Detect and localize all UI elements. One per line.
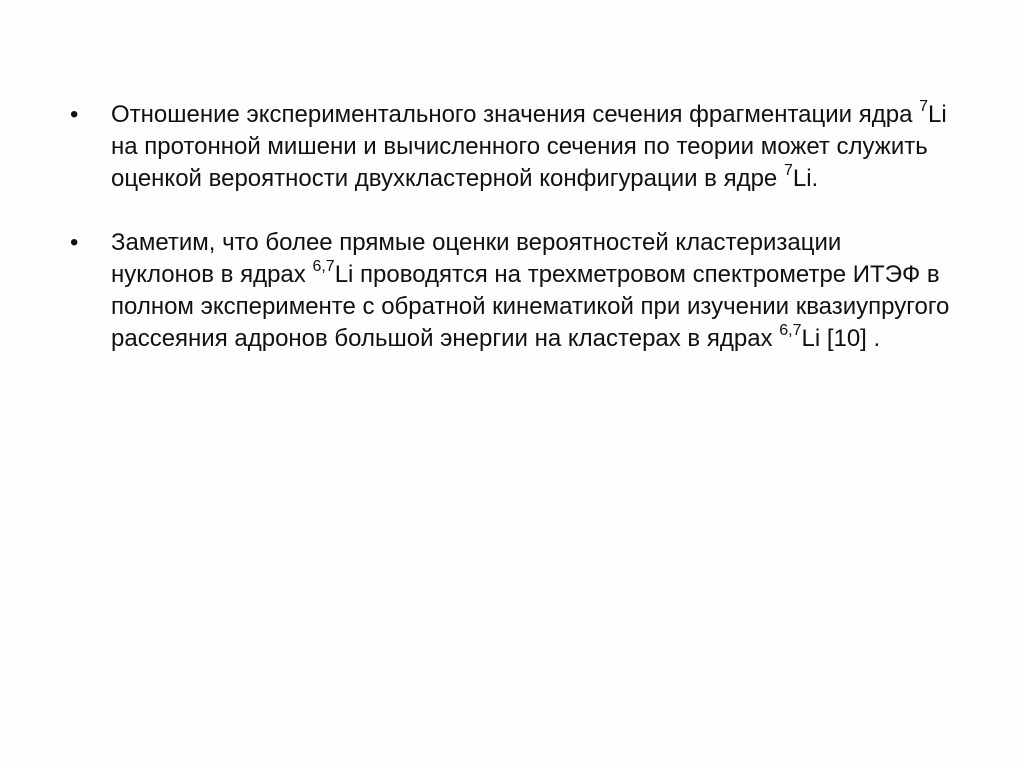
isotope-superscript: 7	[783, 162, 793, 179]
isotope-superscript: 6,7	[312, 258, 335, 275]
bullet-dot-icon: •	[70, 101, 79, 128]
bullet-list	[70, 99, 950, 387]
text-segment: Отношение экспериментального значения сечения фрагментации ядра	[111, 101, 920, 128]
isotope-superscript: 6,7	[779, 322, 802, 339]
text-segment: Li [10] .	[801, 325, 881, 352]
bullet-item-clustering	[70, 227, 950, 355]
bullet-text	[111, 99, 950, 195]
text-segment: Li на протонной мишени и вычисленного сечения по теории может служить оценкой вероятности двухкластерной конфигурации в ядре	[111, 101, 947, 192]
isotope-superscript: 7	[919, 98, 929, 115]
text-segment: Li проводятся на трехметровом спектрометре ИТЭФ в полном эксперименте с обратной кинематикой при изучении квазиупругого рассеяния адронов большой энергии на кластерах в ядрах	[111, 261, 950, 352]
text-segment: Заметим, что более прямые оценки вероятностей кластеризации нуклонов в ядрах	[111, 229, 842, 288]
text-segment: Li.	[792, 165, 819, 192]
bullet-item-fragmentation	[70, 99, 950, 195]
bullet-dot-icon: •	[70, 229, 79, 256]
bullet-text	[111, 227, 950, 355]
